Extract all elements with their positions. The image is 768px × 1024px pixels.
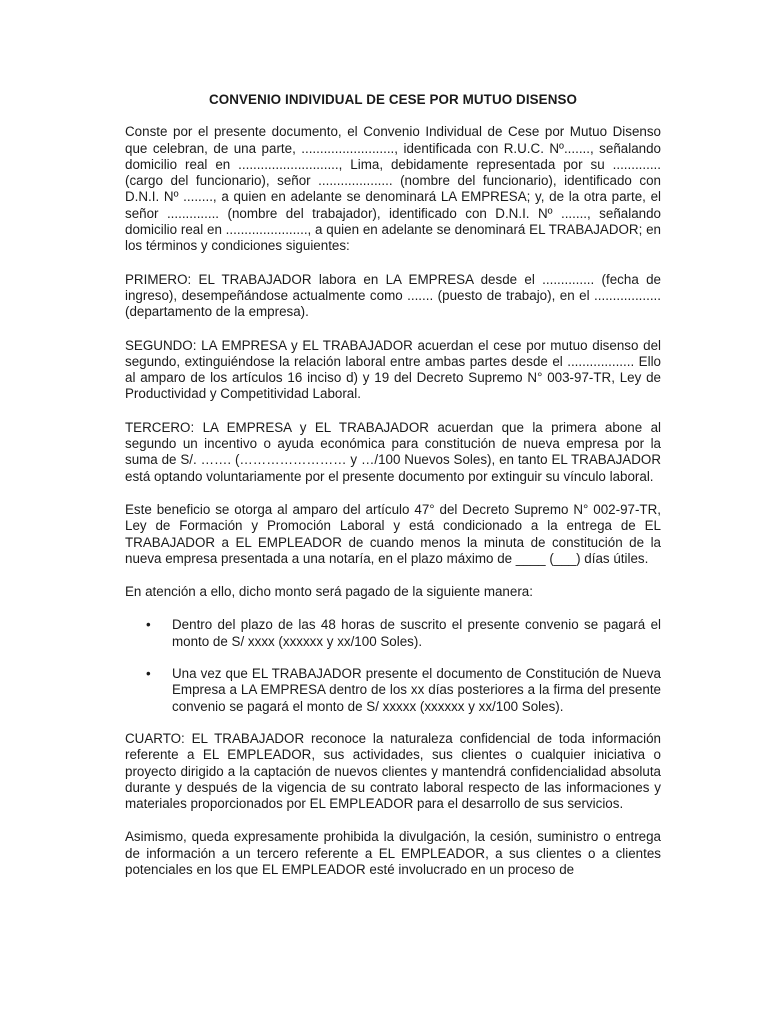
list-item-text: Dentro del plazo de las 48 horas de suscrito el presente convenio se pagará el monto de S/ xxxx (xxxxxx y xx/100 Soles). — [172, 617, 661, 649]
paragraph-segundo: SEGUNDO: LA EMPRESA y EL TRABAJADOR acuerdan el cese por mutuo disenso del segundo, extinguiéndose la relación laboral entre ambas partes desde el .................. Ello al amparo de los artículos 16 inciso d) y 19 del Decreto Supremo N° 003-97-TR, Ley de Productividad y Competitividad Laboral. — [125, 337, 661, 402]
bullet-icon: • — [146, 666, 151, 682]
bullet-icon: • — [146, 617, 151, 633]
list-item-text: Una vez que EL TRABAJADOR presente el documento de Constitución de Nueva Empresa a LA EMPRESA dentro de los xx días posteriores a la firma del presente convenio se pagará el monto de S/ xxxxx (xxxxxx y xx/100 Soles). — [172, 666, 661, 714]
paragraph-cuarto: CUARTO: EL TRABAJADOR reconoce la naturaleza confidencial de toda información referente a EL EMPLEADOR, sus actividades, sus clientes o cualquier iniciativa o proyecto dirigido a la captación de nuevos clientes y mantendrá confidencialidad absoluta durante y después de la vigencia de su contrato laboral respecto de las informaciones y materiales proporcionados por EL EMPLEADOR para el desarrollo de sus servicios. — [125, 730, 661, 812]
paragraph-intro: Conste por el presente documento, el Convenio Individual de Cese por Mutuo Disenso que celebran, de una parte, ........................., identificada con R.U.C. Nº......., señalando domicilio real en ..........................., Lima, debidamente representada por su ............. (cargo del funcionario), señor .................... (nombre del funcionario), identificado con D.N.I. Nº ........, a quien en adelante se denominará LA EMPRESA; y, de la otra parte, el señor .............. (nombre del trabajador), identificado con D.N.I. Nº ......., señalando domicilio real en ......................, a quien en adelante se denominará EL TRABAJADOR; en los términos y condiciones siguientes: — [125, 124, 661, 254]
paragraph-primero: PRIMERO: EL TRABAJADOR labora en LA EMPRESA desde el .............. (fecha de ingreso), desempeñándose actualmente como ....... (puesto de trabajo), en el .................. (departamento de la empresa). — [125, 271, 661, 320]
paragraph-asimismo: Asimismo, queda expresamente prohibida la divulgación, la cesión, suministro o entrega de información a un tercero referente a EL EMPLEADOR, a sus clientes o a clientes potenciales en los que EL EMPLEADOR esté involucrado en un proceso de — [125, 829, 661, 877]
document-body — [125, 92, 661, 895]
list-item — [125, 666, 661, 715]
document-title: CONVENIO INDIVIDUAL DE CESE POR MUTUO DISENSO — [208, 92, 578, 107]
list-item — [125, 617, 661, 650]
paragraph-beneficio: Este beneficio se otorga al amparo del artículo 47° del Decreto Supremo N° 002-97-TR, Ley de Formación y Promoción Laboral y está condicionado a la entrega de EL TRABAJADOR a EL EMPLEADOR de cuando menos la minuta de constitución de la nueva empresa presentada a una notaría, en el plazo máximo de ____ (___) días útiles. — [125, 501, 661, 566]
paragraph-atencion: En atención a ello, dicho monto será pagado de la siguiente manera: — [125, 584, 533, 600]
payment-list — [125, 617, 661, 714]
paragraph-tercero: TERCERO: LA EMPRESA y EL TRABAJADOR acuerdan que la primera abone al segundo un incentivo o ayuda económica para constitución de nueva empresa por la suma de S/. ……. (…………………… y …/100 Nuevos Soles), en tanto EL TRABAJADOR está optando voluntariamente por el presente documento por extinguir su vínculo laboral. — [125, 419, 661, 484]
